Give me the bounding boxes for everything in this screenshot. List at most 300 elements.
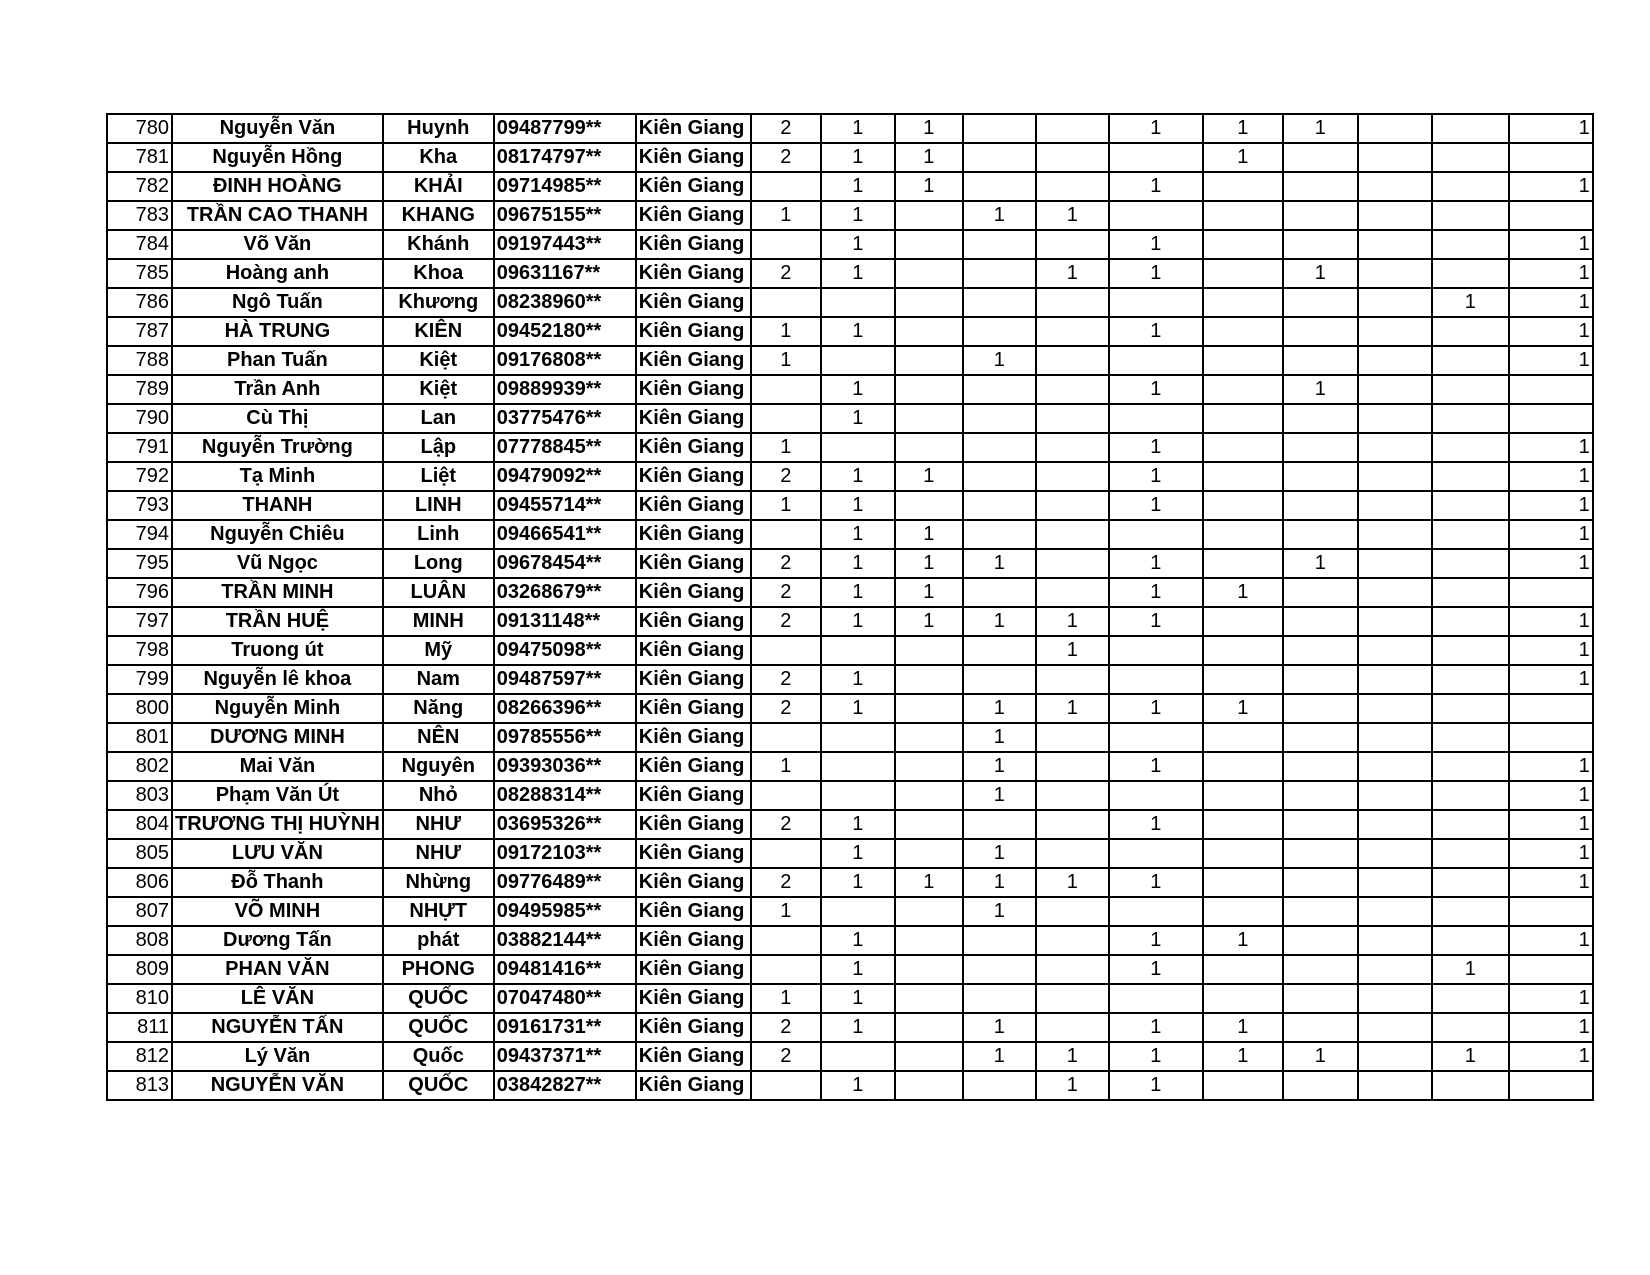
table-row <box>107 375 1593 404</box>
given-name: Mỹ <box>383 636 494 665</box>
value-cell: 1 <box>895 114 963 143</box>
value-cell <box>895 926 963 955</box>
row-number: 793 <box>107 491 172 520</box>
value-cell: 1 <box>1109 230 1203 259</box>
given-name: Nhừng <box>383 868 494 897</box>
value-cell: 1 <box>1509 172 1593 201</box>
phone-number: 08174797** <box>494 143 636 172</box>
value-cell <box>1109 723 1203 752</box>
value-cell <box>1358 752 1432 781</box>
family-name: ĐINH HOÀNG <box>172 172 383 201</box>
value-cell <box>1432 984 1509 1013</box>
table-row <box>107 665 1593 694</box>
value-cell <box>1432 897 1509 926</box>
province: Kiên Giang <box>636 984 751 1013</box>
table-row <box>107 462 1593 491</box>
table-row <box>107 926 1593 955</box>
value-cell <box>963 114 1036 143</box>
value-cell <box>1283 317 1358 346</box>
value-cell: 1 <box>821 926 895 955</box>
value-cell: 1 <box>1036 868 1109 897</box>
phone-number: 07778845** <box>494 433 636 462</box>
value-cell <box>963 462 1036 491</box>
value-cell: 1 <box>1109 926 1203 955</box>
value-cell <box>751 839 821 868</box>
value-cell: 1 <box>1109 375 1203 404</box>
value-cell <box>1036 346 1109 375</box>
given-name: Liệt <box>383 462 494 491</box>
value-cell: 1 <box>821 375 895 404</box>
value-cell: 1 <box>895 549 963 578</box>
family-name: Phan Tuấn <box>172 346 383 375</box>
table-row <box>107 839 1593 868</box>
value-cell <box>1203 665 1283 694</box>
value-cell <box>1432 926 1509 955</box>
value-cell <box>1358 288 1432 317</box>
value-cell <box>1109 520 1203 549</box>
table-row <box>107 491 1593 520</box>
value-cell <box>1358 694 1432 723</box>
family-name: Phạm Văn Út <box>172 781 383 810</box>
value-cell: 1 <box>821 839 895 868</box>
value-cell <box>1432 694 1509 723</box>
value-cell <box>895 984 963 1013</box>
value-cell <box>1509 1071 1593 1100</box>
family-name: HÀ TRUNG <box>172 317 383 346</box>
value-cell <box>1283 346 1358 375</box>
table-row <box>107 1013 1593 1042</box>
row-number: 781 <box>107 143 172 172</box>
given-name: Khoa <box>383 259 494 288</box>
value-cell <box>1358 1071 1432 1100</box>
value-cell <box>1358 723 1432 752</box>
family-name: Dương Tấn <box>172 926 383 955</box>
value-cell: 1 <box>821 955 895 984</box>
given-name: QUỐC <box>383 1071 494 1100</box>
value-cell <box>1203 839 1283 868</box>
value-cell <box>963 259 1036 288</box>
value-cell: 1 <box>1509 462 1593 491</box>
province: Kiên Giang <box>636 1013 751 1042</box>
given-name: NHƯ <box>383 810 494 839</box>
value-cell <box>1432 404 1509 433</box>
value-cell <box>895 752 963 781</box>
value-cell <box>1203 549 1283 578</box>
table-row <box>107 433 1593 462</box>
province: Kiên Giang <box>636 868 751 897</box>
given-name: QUỐC <box>383 984 494 1013</box>
value-cell <box>1283 955 1358 984</box>
value-cell <box>1203 259 1283 288</box>
province: Kiên Giang <box>636 143 751 172</box>
value-cell <box>1432 578 1509 607</box>
value-cell <box>1509 143 1593 172</box>
value-cell <box>1358 839 1432 868</box>
value-cell <box>1432 868 1509 897</box>
province: Kiên Giang <box>636 781 751 810</box>
value-cell <box>1358 636 1432 665</box>
phone-number: 09479092** <box>494 462 636 491</box>
value-cell <box>1358 607 1432 636</box>
value-cell <box>895 665 963 694</box>
given-name: KIÊN <box>383 317 494 346</box>
value-cell <box>895 636 963 665</box>
value-cell: 1 <box>963 694 1036 723</box>
value-cell <box>1109 143 1203 172</box>
value-cell: 1 <box>821 172 895 201</box>
value-cell: 1 <box>821 491 895 520</box>
family-name: PHAN VĂN <box>172 955 383 984</box>
family-name: Nguyễn Chiêu <box>172 520 383 549</box>
value-cell <box>963 665 1036 694</box>
value-cell <box>1036 897 1109 926</box>
value-cell <box>895 317 963 346</box>
value-cell <box>751 230 821 259</box>
value-cell <box>1283 172 1358 201</box>
value-cell: 1 <box>1109 462 1203 491</box>
table-row <box>107 752 1593 781</box>
value-cell: 1 <box>895 520 963 549</box>
table-row <box>107 810 1593 839</box>
value-cell: 1 <box>821 404 895 433</box>
value-cell <box>895 839 963 868</box>
value-cell <box>1036 520 1109 549</box>
value-cell: 1 <box>963 346 1036 375</box>
value-cell <box>895 259 963 288</box>
value-cell <box>963 288 1036 317</box>
value-cell <box>1358 491 1432 520</box>
value-cell <box>1036 462 1109 491</box>
value-cell <box>751 636 821 665</box>
table-row <box>107 984 1593 1013</box>
phone-number: 09889939** <box>494 375 636 404</box>
table-row <box>107 201 1593 230</box>
phone-number: 09393036** <box>494 752 636 781</box>
family-name: Nguyễn Văn <box>172 114 383 143</box>
given-name: PHONG <box>383 955 494 984</box>
value-cell <box>1283 810 1358 839</box>
value-cell <box>1358 1042 1432 1071</box>
value-cell: 1 <box>1509 607 1593 636</box>
value-cell <box>1432 491 1509 520</box>
value-cell: 1 <box>1432 955 1509 984</box>
province: Kiên Giang <box>636 636 751 665</box>
value-cell: 1 <box>751 433 821 462</box>
value-cell <box>1358 433 1432 462</box>
value-cell: 1 <box>1109 259 1203 288</box>
value-cell <box>1358 375 1432 404</box>
province: Kiên Giang <box>636 752 751 781</box>
value-cell <box>821 723 895 752</box>
value-cell <box>1358 549 1432 578</box>
value-cell <box>1203 897 1283 926</box>
value-cell: 1 <box>1509 752 1593 781</box>
family-name: Vũ Ngọc <box>172 549 383 578</box>
value-cell: 1 <box>821 317 895 346</box>
family-name: LÊ VĂN <box>172 984 383 1013</box>
phone-number: 03695326** <box>494 810 636 839</box>
value-cell <box>963 955 1036 984</box>
value-cell <box>1283 984 1358 1013</box>
row-number: 782 <box>107 172 172 201</box>
value-cell <box>1203 781 1283 810</box>
value-cell <box>1432 636 1509 665</box>
row-number: 798 <box>107 636 172 665</box>
value-cell: 2 <box>751 1042 821 1071</box>
value-cell <box>895 288 963 317</box>
value-cell <box>963 143 1036 172</box>
value-cell <box>1432 1013 1509 1042</box>
family-name: NGUYỄN TẤN <box>172 1013 383 1042</box>
value-cell: 1 <box>895 607 963 636</box>
row-number: 800 <box>107 694 172 723</box>
value-cell: 1 <box>1109 1013 1203 1042</box>
value-cell: 1 <box>1036 607 1109 636</box>
value-cell: 1 <box>1509 549 1593 578</box>
phone-number: 09487597** <box>494 665 636 694</box>
province: Kiên Giang <box>636 839 751 868</box>
value-cell <box>751 172 821 201</box>
given-name: Khương <box>383 288 494 317</box>
value-cell <box>1109 346 1203 375</box>
province: Kiên Giang <box>636 491 751 520</box>
value-cell <box>1358 810 1432 839</box>
value-cell <box>1432 317 1509 346</box>
family-name: Ngô Tuấn <box>172 288 383 317</box>
value-cell <box>963 404 1036 433</box>
value-cell <box>963 926 1036 955</box>
table-body <box>107 114 1593 1100</box>
value-cell <box>1109 984 1203 1013</box>
table-row <box>107 578 1593 607</box>
province: Kiên Giang <box>636 578 751 607</box>
table-row <box>107 230 1593 259</box>
value-cell <box>1036 433 1109 462</box>
value-cell <box>1283 1071 1358 1100</box>
value-cell <box>1509 723 1593 752</box>
table-row <box>107 694 1593 723</box>
value-cell <box>1203 810 1283 839</box>
value-cell <box>751 955 821 984</box>
given-name: Năng <box>383 694 494 723</box>
family-name: VÕ MINH <box>172 897 383 926</box>
value-cell <box>1036 810 1109 839</box>
phone-number: 09466541** <box>494 520 636 549</box>
value-cell: 1 <box>821 810 895 839</box>
value-cell <box>1283 723 1358 752</box>
table-row <box>107 1042 1593 1071</box>
value-cell <box>1432 375 1509 404</box>
value-cell <box>1283 1013 1358 1042</box>
row-number: 806 <box>107 868 172 897</box>
given-name: LUÂN <box>383 578 494 607</box>
row-number: 791 <box>107 433 172 462</box>
table-row <box>107 404 1593 433</box>
row-number: 805 <box>107 839 172 868</box>
given-name: Quốc <box>383 1042 494 1071</box>
value-cell <box>895 375 963 404</box>
province: Kiên Giang <box>636 201 751 230</box>
value-cell <box>1432 549 1509 578</box>
value-cell <box>1203 607 1283 636</box>
value-cell <box>1432 839 1509 868</box>
value-cell <box>963 375 1036 404</box>
value-cell <box>1036 549 1109 578</box>
family-name: DƯƠNG MINH <box>172 723 383 752</box>
family-name: LƯU VĂN <box>172 839 383 868</box>
given-name: Nam <box>383 665 494 694</box>
value-cell: 1 <box>963 897 1036 926</box>
value-cell <box>1358 201 1432 230</box>
province: Kiên Giang <box>636 1071 751 1100</box>
value-cell <box>1358 926 1432 955</box>
value-cell: 1 <box>1283 549 1358 578</box>
province: Kiên Giang <box>636 810 751 839</box>
value-cell: 1 <box>1109 578 1203 607</box>
value-cell <box>751 781 821 810</box>
table-row <box>107 114 1593 143</box>
value-cell: 2 <box>751 665 821 694</box>
value-cell: 1 <box>1509 1013 1593 1042</box>
value-cell: 1 <box>751 491 821 520</box>
family-name: Mai Văn <box>172 752 383 781</box>
family-name: Đỗ Thanh <box>172 868 383 897</box>
table-row <box>107 143 1593 172</box>
value-cell: 2 <box>751 549 821 578</box>
value-cell <box>1109 781 1203 810</box>
phone-number: 03775476** <box>494 404 636 433</box>
given-name: NHƯ <box>383 839 494 868</box>
value-cell <box>1109 404 1203 433</box>
value-cell: 1 <box>751 897 821 926</box>
given-name: NHỰT <box>383 897 494 926</box>
value-cell: 2 <box>751 462 821 491</box>
value-cell <box>1283 636 1358 665</box>
value-cell: 1 <box>821 578 895 607</box>
province: Kiên Giang <box>636 317 751 346</box>
phone-number: 08288314** <box>494 781 636 810</box>
value-cell: 1 <box>895 462 963 491</box>
family-name: TRƯƠNG THỊ HUỲNH <box>172 810 383 839</box>
value-cell <box>1432 723 1509 752</box>
value-cell <box>1203 955 1283 984</box>
value-cell <box>1109 897 1203 926</box>
phone-number: 09161731** <box>494 1013 636 1042</box>
value-cell <box>1358 520 1432 549</box>
value-cell <box>895 810 963 839</box>
row-number: 796 <box>107 578 172 607</box>
value-cell <box>821 752 895 781</box>
value-cell <box>1283 491 1358 520</box>
value-cell <box>1358 404 1432 433</box>
value-cell <box>1358 665 1432 694</box>
value-cell <box>1358 897 1432 926</box>
value-cell: 1 <box>963 1013 1036 1042</box>
province: Kiên Giang <box>636 230 751 259</box>
value-cell <box>895 781 963 810</box>
value-cell <box>1203 752 1283 781</box>
value-cell <box>1358 462 1432 491</box>
value-cell <box>1432 810 1509 839</box>
phone-number: 09776489** <box>494 868 636 897</box>
value-cell: 1 <box>1036 1071 1109 1100</box>
phone-number: 09481416** <box>494 955 636 984</box>
value-cell: 1 <box>1109 607 1203 636</box>
row-number: 799 <box>107 665 172 694</box>
row-number: 794 <box>107 520 172 549</box>
value-cell <box>963 636 1036 665</box>
value-cell <box>1283 288 1358 317</box>
value-cell <box>1283 607 1358 636</box>
given-name: Khánh <box>383 230 494 259</box>
value-cell: 1 <box>821 984 895 1013</box>
row-number: 809 <box>107 955 172 984</box>
province: Kiên Giang <box>636 723 751 752</box>
value-cell: 1 <box>751 201 821 230</box>
value-cell <box>895 955 963 984</box>
value-cell <box>1109 839 1203 868</box>
given-name: Nhỏ <box>383 781 494 810</box>
value-cell: 1 <box>1432 1042 1509 1071</box>
value-cell <box>821 433 895 462</box>
province: Kiên Giang <box>636 665 751 694</box>
value-cell: 1 <box>1432 288 1509 317</box>
value-cell <box>1358 143 1432 172</box>
value-cell: 1 <box>821 665 895 694</box>
value-cell: 1 <box>963 201 1036 230</box>
value-cell <box>963 578 1036 607</box>
value-cell: 1 <box>1036 259 1109 288</box>
row-number: 787 <box>107 317 172 346</box>
phone-number: 09176808** <box>494 346 636 375</box>
value-cell: 1 <box>1509 868 1593 897</box>
value-cell: 1 <box>1109 317 1203 346</box>
value-cell <box>1358 781 1432 810</box>
value-cell <box>1203 375 1283 404</box>
value-cell <box>1358 578 1432 607</box>
value-cell <box>1358 984 1432 1013</box>
value-cell: 1 <box>1509 926 1593 955</box>
value-cell: 1 <box>1509 317 1593 346</box>
row-number: 802 <box>107 752 172 781</box>
value-cell: 2 <box>751 143 821 172</box>
data-table <box>106 113 1594 1101</box>
value-cell <box>1036 491 1109 520</box>
value-cell <box>1036 723 1109 752</box>
value-cell: 1 <box>1509 288 1593 317</box>
value-cell <box>1283 201 1358 230</box>
value-cell: 1 <box>1509 491 1593 520</box>
value-cell <box>1432 259 1509 288</box>
value-cell: 2 <box>751 1013 821 1042</box>
given-name: KHANG <box>383 201 494 230</box>
value-cell <box>751 404 821 433</box>
value-cell <box>1203 868 1283 897</box>
value-cell <box>1203 520 1283 549</box>
row-number: 810 <box>107 984 172 1013</box>
value-cell <box>1283 752 1358 781</box>
value-cell <box>1036 839 1109 868</box>
given-name: Lập <box>383 433 494 462</box>
province: Kiên Giang <box>636 1042 751 1071</box>
table-row <box>107 781 1593 810</box>
table-row <box>107 897 1593 926</box>
value-cell <box>1036 578 1109 607</box>
value-cell <box>1036 230 1109 259</box>
value-cell: 1 <box>1203 143 1283 172</box>
phone-number: 09131148** <box>494 607 636 636</box>
value-cell <box>1036 288 1109 317</box>
